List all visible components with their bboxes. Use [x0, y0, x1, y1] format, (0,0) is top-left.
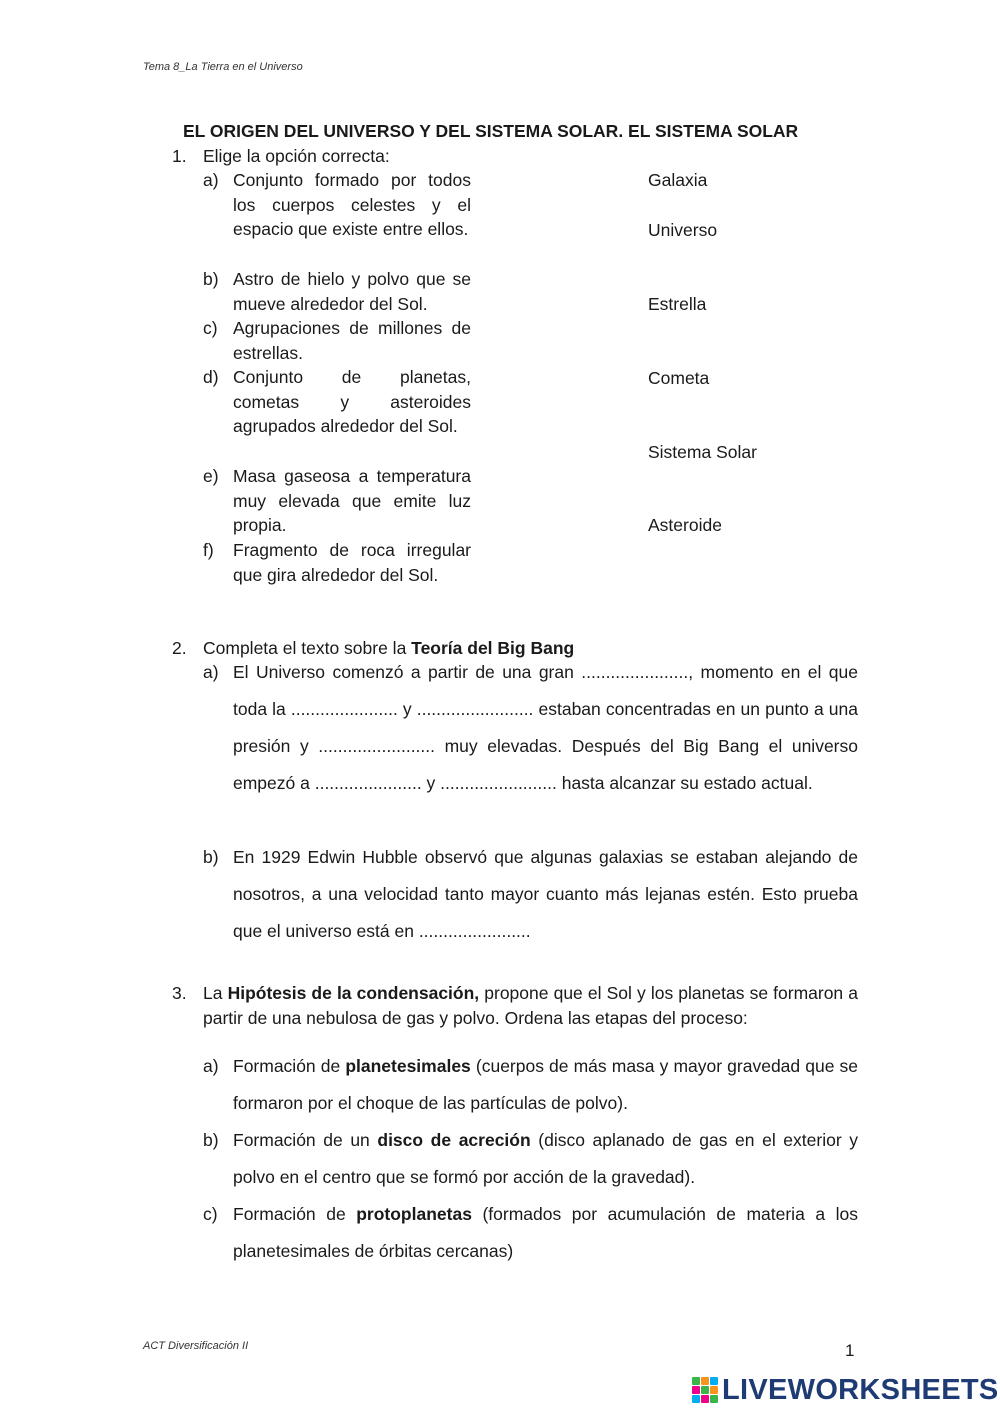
- stage-letter: a): [203, 1056, 219, 1076]
- q3-number: 3.: [172, 983, 187, 1003]
- item-letter: b): [203, 847, 219, 867]
- q3-intro-end: propone que el Sol y los planetas se formaron a partir de una nebulosa de gas y polvo. Ordena las etapas del proceso:: [203, 983, 858, 1028]
- item-text: Astro de hielo y polvo que se mueve alrededor del Sol.: [233, 269, 471, 314]
- page-title: EL ORIGEN DEL UNIVERSO Y DEL SISTEMA SOLAR. EL SISTEMA SOLAR: [183, 121, 799, 141]
- q1-item-a: [203, 168, 471, 242]
- q1-item-c: [203, 316, 471, 365]
- q2-number: 2.: [172, 638, 187, 658]
- logo-grid-icon: [692, 1377, 718, 1403]
- stage-keyword: protoplanetas: [356, 1204, 472, 1224]
- logo-text: LIVEWORKSHEETS: [722, 1373, 999, 1406]
- q2-item-a: [203, 654, 858, 802]
- q1-item-e: [203, 464, 471, 538]
- q1-option-sistema-solar[interactable]: Sistema Solar: [648, 442, 757, 462]
- logo-tile: [701, 1377, 709, 1385]
- q1-option-cometa[interactable]: Cometa: [648, 368, 710, 388]
- q3-stage-b: [203, 1122, 858, 1196]
- logo-tile: [701, 1386, 709, 1394]
- q1-option-estrella[interactable]: Estrella: [648, 294, 707, 314]
- item-text: Masa gaseosa a temperatura muy elevada que emite luz propia.: [233, 466, 471, 536]
- q3-intro: [203, 981, 858, 1030]
- stage-text: Formación de planetesimales (cuerpos de más masa y mayor gravedad que se formaron por el choque de las partículas de polvo).: [233, 1056, 858, 1113]
- logo-tile: [692, 1377, 700, 1385]
- item-text: Conjunto de planetas, cometas y asteroides agrupados alrededor del Sol.: [233, 367, 471, 437]
- stage-text: Formación de un disco de acreción (disco aplanado de gas en el exterior y polvo en el centro que se formó por acción de la gravedad).: [233, 1130, 858, 1187]
- q3-stage-c: [203, 1196, 858, 1270]
- logo-tile: [710, 1386, 718, 1394]
- stage-letter: c): [203, 1204, 218, 1224]
- q1-item-d: [203, 365, 471, 439]
- q1-item-b: [203, 267, 471, 316]
- q1-prompt: Elige la opción correcta:: [203, 146, 390, 166]
- stage-keyword: disco de acreción: [377, 1130, 531, 1150]
- item-text: Fragmento de roca irregular que gira alrededor del Sol.: [233, 540, 471, 585]
- q1-option-galaxia[interactable]: Galaxia: [648, 170, 708, 190]
- item-text: En 1929 Edwin Hubble observó que algunas galaxias se estaban alejando de nosotros, a una velocidad tanto mayor cuanto más lejanas estén. Esto prueba que el universo está en .......................: [233, 847, 858, 941]
- page-number: 1: [845, 1341, 855, 1360]
- item-letter: a): [203, 662, 219, 682]
- stage-keyword: planetesimales: [345, 1056, 471, 1076]
- stage-text: Formación de protoplanetas (formados por acumulación de materia a los planetesimales de órbitas cercanas): [233, 1204, 858, 1261]
- item-letter: a): [203, 170, 219, 190]
- item-letter: b): [203, 269, 219, 289]
- q2-item-b: [203, 839, 858, 950]
- q3-stage-a: [203, 1048, 858, 1122]
- q2-prompt-start: Completa el texto sobre la: [203, 638, 412, 658]
- logo-tile: [701, 1395, 709, 1403]
- page-footer: ACT Diversificación II: [143, 1340, 249, 1352]
- q1-option-universo[interactable]: Universo: [648, 220, 718, 240]
- item-letter: d): [203, 367, 219, 387]
- q2-prompt-bold: Teoría del Big Bang: [411, 638, 575, 658]
- item-letter: f): [203, 540, 214, 560]
- q3-intro-start: La: [203, 983, 228, 1003]
- q1-number: 1.: [172, 146, 187, 166]
- item-text: Agrupaciones de millones de estrellas.: [233, 318, 471, 363]
- item-text: El Universo comenzó a partir de una gran ......................, momento en el que toda la ...................... y ........................ estaban concentradas en un punto a una presión y ........................ muy elevadas. Después del Big Bang el universo empezó a ...................... y ........................ hasta alcanzar su estado actual.: [233, 662, 858, 793]
- q3-intro-bold: Hipótesis de la condensación,: [227, 983, 480, 1003]
- page-header: Tema 8_La Tierra en el Universo: [143, 61, 303, 73]
- logo-tile: [710, 1395, 718, 1403]
- logo-tile: [692, 1386, 700, 1394]
- logo-tile: [710, 1377, 718, 1385]
- q1-item-f: [203, 538, 471, 587]
- q1-option-asteroide[interactable]: Asteroide: [648, 515, 722, 535]
- item-letter: c): [203, 318, 218, 338]
- item-letter: e): [203, 466, 219, 486]
- liveworksheets-logo[interactable]: [692, 1372, 999, 1408]
- logo-tile: [692, 1395, 700, 1403]
- item-text: Conjunto formado por todos los cuerpos celestes y el espacio que existe entre ellos.: [233, 170, 471, 240]
- stage-letter: b): [203, 1130, 219, 1150]
